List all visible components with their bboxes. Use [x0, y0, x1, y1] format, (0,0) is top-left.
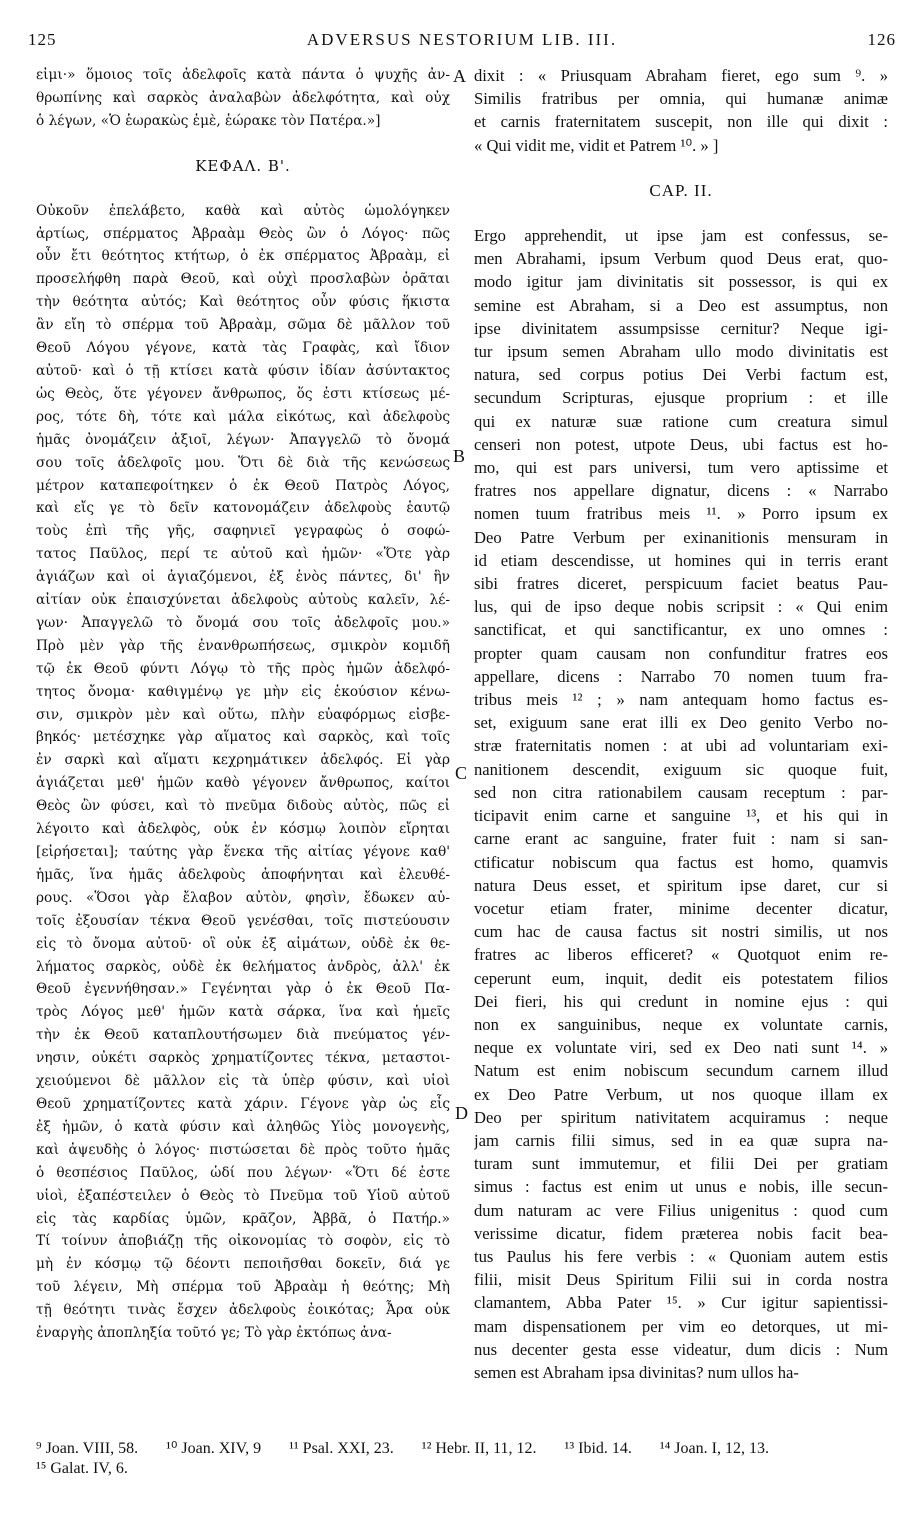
text-line: Πρὸ μὲν γὰρ τῆς ἐνανθρωπήσεως, σμικρὸν κομιδῆ: [36, 637, 450, 654]
text-line: lus, qui de ipso deque nobis scripsit : « Qui enim: [474, 597, 888, 617]
text-line: turam sunt immutemur, et filii Dei per gratiam: [474, 1154, 888, 1174]
text-line: fratres ac liberos efficeret? « Quotquot enim re-: [474, 945, 888, 965]
text-line: εἰμι·» ὅμοιος τοῖς ἀδελφοῖς κατὰ πάντα ὁ ψυχῆς ἀν-: [36, 67, 450, 83]
text-line: τὴν ἐκ Θεοῦ καταπλουτήσωμεν διὰ πνεύματος γέν-: [36, 1027, 450, 1044]
text-line: προσελήφθη παρὰ Θεοῦ, καὶ οὐχὶ προσλαβὼν ὁρᾶται: [36, 271, 450, 288]
text-line: jam carnis filii simus, sed in ea quæ supra na-: [474, 1130, 888, 1150]
greek-column: [36, 64, 450, 1345]
text-line: semen est Abraham ipsa divinitas? num ullos ha-: [474, 1362, 799, 1382]
text-line: ἡμᾶς, ἵνα ἡμᾶς ἀδελφοὺς ἀποφήνηται καὶ ἐλευθέ-: [36, 866, 450, 883]
spacer: [36, 178, 450, 200]
text-line: neque ex voluntate viri, sed ex Deo nati sunt ¹⁴. »: [474, 1038, 888, 1058]
text-line: ex Deo Patre Verbum, ut nos quoque illam ex: [474, 1084, 888, 1104]
text-line: ἡμᾶς ὀνομάζειν ἀξιοῖ, λέγων· Ἀπαγγελῶ τὸ ὄνομά: [36, 431, 450, 448]
text-line: εἰς τὸ ὄνομα αὐτοῦ· οἳ οὐκ ἐξ αἱμάτων, οὐδὲ ἐκ θε-: [36, 935, 450, 952]
text-line: βηκός· μετέσχηκε γὰρ αἵματος καὶ σαρκὸς, καὶ τοῖς: [36, 729, 450, 746]
latin-column: [474, 64, 888, 1384]
text-line: cum hac de causa factus sit nostri similis, ut nos: [474, 922, 888, 942]
text-line: τὴν θεότητα αὐτός; Καὶ θεότητος οὖν φύσις ἥκιστα: [36, 294, 450, 311]
text-line: id etiam descendisse, ut homines qui in terris erant: [474, 550, 888, 570]
text-line: νησιν, οὐκέτι σαρκὸς χρηματίζοντες τέκνα, μεταστοι-: [36, 1050, 450, 1067]
running-head: [28, 30, 896, 58]
text-line: ticipavit enim carne et sanguine ¹³, et his qui in: [474, 806, 888, 826]
text-line: λήματος σαρκὸς, οὐδὲ ἐκ θελήματος ἀνδρὸς, ἀλλ' ἐκ: [36, 958, 450, 975]
text-line: Similis fratribus per omnia, qui humanæ animæ: [474, 89, 888, 109]
text-line: clamantem, Abba Pater ¹⁵. » Cur igitur sapientissi-: [474, 1293, 888, 1313]
text-line: θρωπίνης καὶ σαρκὸς ἀναλαβὼν ἀδελφότητα, καὶ οὐχ: [36, 89, 450, 106]
text-line: Ergo apprehendit, ut ipse jam est confessus, se-: [474, 226, 888, 246]
left-page-number: 125: [28, 30, 57, 49]
right-page-number: 126: [867, 30, 896, 49]
text-line: Deo per spiritum nativitatem acquiramus : neque: [474, 1107, 888, 1127]
spacer: [36, 133, 450, 155]
footnote-reference: ¹⁴ Joan. I, 12, 13.: [659, 1440, 769, 1457]
section-marker-d: D: [455, 1103, 468, 1123]
text-line: nomen tuum fratribus meis ¹¹. » Porro ipsum ex: [474, 504, 888, 524]
text-line: τρὸς Λόγος μεθ' ἡμῶν κατὰ σάρκα, ἵνα καὶ ἡμεῖς: [36, 1004, 450, 1021]
text-line: γων· Ἀπαγγελῶ τὸ ὄνομά σου τοῖς ἀδελφοῖς μου.»: [36, 614, 450, 631]
text-line: natura Deus esset, et spiritum ipse daret, cur si: [474, 875, 888, 895]
text-line: ὡς Θεὸς, ὅτε γέγονεν ἄνθρωπος, ὅς ἐστι κτίσεως μέ-: [36, 385, 450, 402]
text-line: ρους. «Ὅσοι γὰρ ἔλαβον αὐτὸν, φησὶν, ἔδωκεν αὐ-: [36, 889, 450, 906]
text-line: nanitionem descendit, exiguum sic quoque fuit,: [474, 759, 888, 779]
text-line: ὁ λέγων, «Ὁ ἑωρακὼς ἐμὲ, ἑώρακε τὸν Πατέρα.»]: [36, 112, 381, 129]
text-line: propter quam causam non confunditur fratres eos: [474, 643, 888, 663]
text-line: sibi fratres diceret, perspicuum faciet beatus Pau-: [474, 574, 888, 594]
text-line: dum naturam ac vere Filius unigenitus : quod cum: [474, 1200, 888, 1220]
text-line: Θεὸς ὢν φύσει, καὶ τὸ πνεῦμα διδοὺς αὐτὸς, πῶς εἰ: [36, 798, 450, 815]
text-line: dixit : « Priusquam Abraham fieret, ego sum ⁹. »: [474, 66, 888, 85]
text-line: ceperunt eum, inquit, dedit eis potestatem filios: [474, 968, 888, 988]
text-line: carne erant ac sanguine, frater fuit : nam si san-: [474, 829, 888, 849]
chapter-heading: ΚΕΦΑΛ. Β'.: [195, 156, 291, 175]
text-line: qui ex naturæ suæ ratione cum creatura simul: [474, 411, 888, 431]
text-line: τοῖς ἐξουσίαν τέκνα Θεοῦ γενέσθαι, τοῖς πιστεύουσιν: [36, 912, 450, 929]
text-line: καὶ ἀψευδὴς ὁ λόγος· πιστώσεται δὲ πρὸς τοῦτο ἡμᾶς: [36, 1141, 450, 1158]
text-line: ἁγιάζων καὶ οἱ ἁγιαζόμενοι, ἐξ ἑνὸς πάντες, δι' ἣν: [36, 569, 450, 586]
text-line: Dei fieri, his qui credunt in nomine ejus : qui: [474, 991, 888, 1011]
text-line: τητος ὄνομα· καθιγμένῳ γε μὴν εἰς ἑκούσιον κένω-: [36, 683, 450, 700]
text-line: non ex sanguinibus, neque ex voluntate carnis,: [474, 1014, 888, 1034]
footnotes-line-1: [36, 1438, 888, 1458]
text-line: τοὺς ἐπὶ τῆς γῆς, σαφηνιεῖ γεγραφὼς ὁ σοφώ-: [36, 523, 450, 540]
text-line: ctificatur nobiscum qua factus est homo, quamvis: [474, 852, 888, 872]
text-line: ἁγιάζεται μεθ' ἡμῶν καθὸ γέγονεν ἄνθρωπος, καίτοι: [36, 775, 450, 792]
text-line: ἐναργὴς ἀποπληξία τοῦτό γε; Τὸ γὰρ ἐκτόπως ἀνα-: [36, 1325, 392, 1342]
text-line: Θεοῦ Λόγου γέγονε, κατὰ τὰς Γραφὰς, καὶ ἴδιον: [36, 340, 450, 357]
text-line: filii, misit Deus Spiritum Filii sui in corda nostra: [474, 1270, 888, 1290]
text-line: stræ fraternitatis nomen : at ubi ad voluntariam exi-: [474, 736, 888, 756]
text-line: ipse divinitatem assumpsisse cernitur? Neque igi-: [474, 318, 888, 338]
text-line: Θεοῦ ἐγεννήθησαν.» Γεγένηται γὰρ ὁ ἐκ Θεοῦ Πα-: [36, 981, 450, 998]
text-line: mam dispensationem per vim eo detorques, ut mi-: [474, 1316, 888, 1336]
footnote-reference: ¹¹ Psal. XXI, 23.: [289, 1440, 394, 1457]
text-line: οὖν ἔτι θεότητος κτήτωρ, ὁ ἐκ σπέρματος Ἀβραὰμ, εἰ: [36, 248, 450, 265]
text-line: nus decenter gesta esse videatur, dum dicis : Num: [474, 1339, 888, 1359]
text-line: Deo Patre Verbum per exinanitionis mensuram in: [474, 527, 888, 547]
text-line: fratres nos appellare dignatur, dicens : « Narrabo: [474, 481, 888, 501]
text-line: ἀρτίως, σπέρματος Ἀβραὰμ Θεὸς ὢν ὁ Λόγος· πῶς: [36, 225, 450, 242]
text-line: τοῦ λέγειν, Μὴ σπέρμα τοῦ Ἀβραὰμ ἡ θεότης; Μὴ: [36, 1279, 450, 1296]
text-line: τῷ ἐκ Θεοῦ φύντι Λόγῳ τὸ τῆς πρὸς ἡμῶν ἀδελφό-: [36, 660, 450, 677]
text-line: verissime dicatur, fidem præterea nobis facit bea-: [474, 1223, 888, 1243]
text-line: sanctificat, et qui sanctificantur, ex uno omnes :: [474, 620, 888, 640]
text-line: αὐτοῦ· καὶ ὁ τῇ κτίσει κατὰ φύσιν ἰδίαν ἀσύντακτος: [36, 362, 450, 379]
footnotes-line-2: [36, 1460, 888, 1478]
text-line: tur ipsum semen Abraham ullo modo divinitatis est: [474, 342, 888, 362]
text-line: ἐξ ἡμῶν, ὁ κατὰ φύσιν καὶ ἀληθῶς Υἱὸς μονογενὴς,: [36, 1118, 450, 1135]
text-line: et carnis fraternitatem suscepit, non ille qui dixit :: [474, 112, 888, 132]
text-line: Τί τοίνυν ἀποβιάζῃ τῆς οἰκονομίας τὸ σοφὸν, εἰς τὸ: [36, 1233, 450, 1250]
text-line: καὶ εἴς γε τὸ δεῖν κατονομάζειν ἀδελφοὺς ἑαυτῷ: [36, 500, 450, 517]
text-line: μὴ ἐν κόσμῳ τῷ δέοντι πεποιῆσθαι δοκεῖν, διά γε: [36, 1256, 450, 1273]
text-line: secundum Scripturas, ejusque proprium : et ille: [474, 388, 888, 408]
text-line: Οὐκοῦν ἐπελάβετο, καθὰ καὶ αὐτὸς ὡμολόγηκεν: [36, 202, 450, 219]
text-line: ρος, τότε δὴ, τότε καὶ μάλα εἰκότως, καὶ ἀδελφοὺς: [36, 408, 450, 425]
running-title: ADVERSUS NESTORIUM LIB. III.: [306, 30, 618, 49]
spacer: [474, 202, 888, 224]
text-line: τῇ θεότητι τινὰς ἔσχεν ἀδελφοὺς ἐοικότας; Ἆρα οὐκ: [36, 1302, 450, 1319]
text-line: σιν, σμικρὸν μὲν καὶ οὕτω, πλὴν εὐαφόρμως εἰσβε-: [36, 706, 450, 723]
text-line: μέτρον καταπεφοίτηκεν ὁ ἐκ Θεοῦ Πατρὸς Λόγος,: [36, 477, 450, 494]
text-line: ἐν σαρκὶ καὶ αἵματι κεχρημάτικεν ἀδελφός. Εἰ γὰρ: [36, 752, 450, 769]
text-line: ὁ θεσπέσιος Παῦλος, ὡδί που λέγων· «Ὅτι δέ ἐστε: [36, 1164, 450, 1181]
text-line: set, exiguum sane erat illi ex Deo genito Verbo no-: [474, 713, 888, 733]
spacer: [474, 157, 888, 179]
footnote-reference: ¹⁵ Galat. IV, 6.: [36, 1460, 128, 1477]
section-marker-a: A: [453, 66, 466, 86]
footnote-reference: ⁹ Joan. VIII, 58.: [36, 1440, 139, 1457]
text-line: semine est Abraham, si a Deo est assumptus, non: [474, 295, 888, 315]
chapter-heading: CAP. II.: [649, 180, 713, 200]
text-line: ἂν εἴη τὸ σπέρμα τοῦ Ἀβραὰμ, σῶμα δὲ μᾶλλον τοῦ: [36, 317, 450, 334]
text-line: Θεοῦ χρηματίζοντες κατὰ χάριν. Γέγονε γὰρ ὡς εἷς: [36, 1095, 450, 1112]
text-line: υἱοὶ, ἐξαπέστειλεν ὁ Θεὸς τὸ Πνεῦμα τοῦ Υἱοῦ αὐτοῦ: [36, 1187, 450, 1204]
text-line: natura, sed corpus potius Dei Verbi factum est,: [474, 365, 888, 385]
text-line: τατος Παῦλος, περί τε αὐτοῦ καὶ ἡμῶν· «Ὅτε γὰρ: [36, 546, 450, 563]
footnote-reference: ¹³ Ibid. 14.: [564, 1440, 632, 1457]
text-line: tribus meis ¹² ; » nam antequam homo factus es-: [474, 690, 888, 710]
text-line: « Qui vidit me, vidit et Patrem ¹⁰. » ]: [474, 135, 719, 155]
section-marker-b: B: [453, 446, 466, 466]
text-line: censeri non potest, utpote Deus, ubi factus est ho-: [474, 434, 888, 454]
text-line: vocetur etiam frater, minime decenter dicatur,: [474, 898, 888, 918]
text-line: appellare, dicens : Narrabo 70 nomen tuum fra-: [474, 666, 888, 686]
text-line: χειούμενοι δὲ μᾶλλον εἰς τὰ ὑπὲρ φύσιν, καὶ υἱοὶ: [36, 1073, 450, 1090]
footnote-reference: ¹⁰ Joan. XIV, 9: [166, 1440, 262, 1457]
text-line: modo igitur jam divinitatis sit possessor, is qui ex: [474, 272, 888, 292]
text-line: εἰς τὰς καρδίας ὑμῶν, κρᾶζον, Ἀββᾶ, ὁ Πατήρ.»: [36, 1210, 450, 1227]
section-marker-c: C: [455, 763, 468, 783]
text-line: men Abrahami, ipsum Verbum quod Deus erat, quo-: [474, 249, 888, 269]
text-line: αἰτίαν οὐκ ἐπαισχύνεται ἀδελφοὺς αὐτοὺς καλεῖν, λέ-: [36, 592, 450, 609]
text-line: [εἰρήσεται]; ταύτης γὰρ ἕνεκα τῆς αἰτίας γέγονε καθ': [36, 844, 450, 860]
text-line: mo, qui est pars universi, tum vero aptissime et: [474, 458, 888, 478]
text-line: tus Paulus his fere verbis : « Quoniam autem estis: [474, 1246, 888, 1266]
text-line: simus : factus est enim ut unus e nobis, ille secun-: [474, 1177, 888, 1197]
footnote-reference: ¹² Hebr. II, 11, 12.: [421, 1440, 537, 1457]
text-line: λέγοιτο καὶ ἀδελφὸς, οὐκ ἐν κόσμῳ λοιπὸν εἴρηται: [36, 821, 450, 838]
text-line: Natum est enim nobiscum secundum carnem illud: [474, 1061, 888, 1081]
text-line: σου τοῖς ἀδελφοῖς μου. Ὅτι δὲ διὰ τῆς κενώσεως: [36, 454, 450, 471]
text-line: sed non citra rationabilem causam receptum : par-: [474, 782, 888, 802]
